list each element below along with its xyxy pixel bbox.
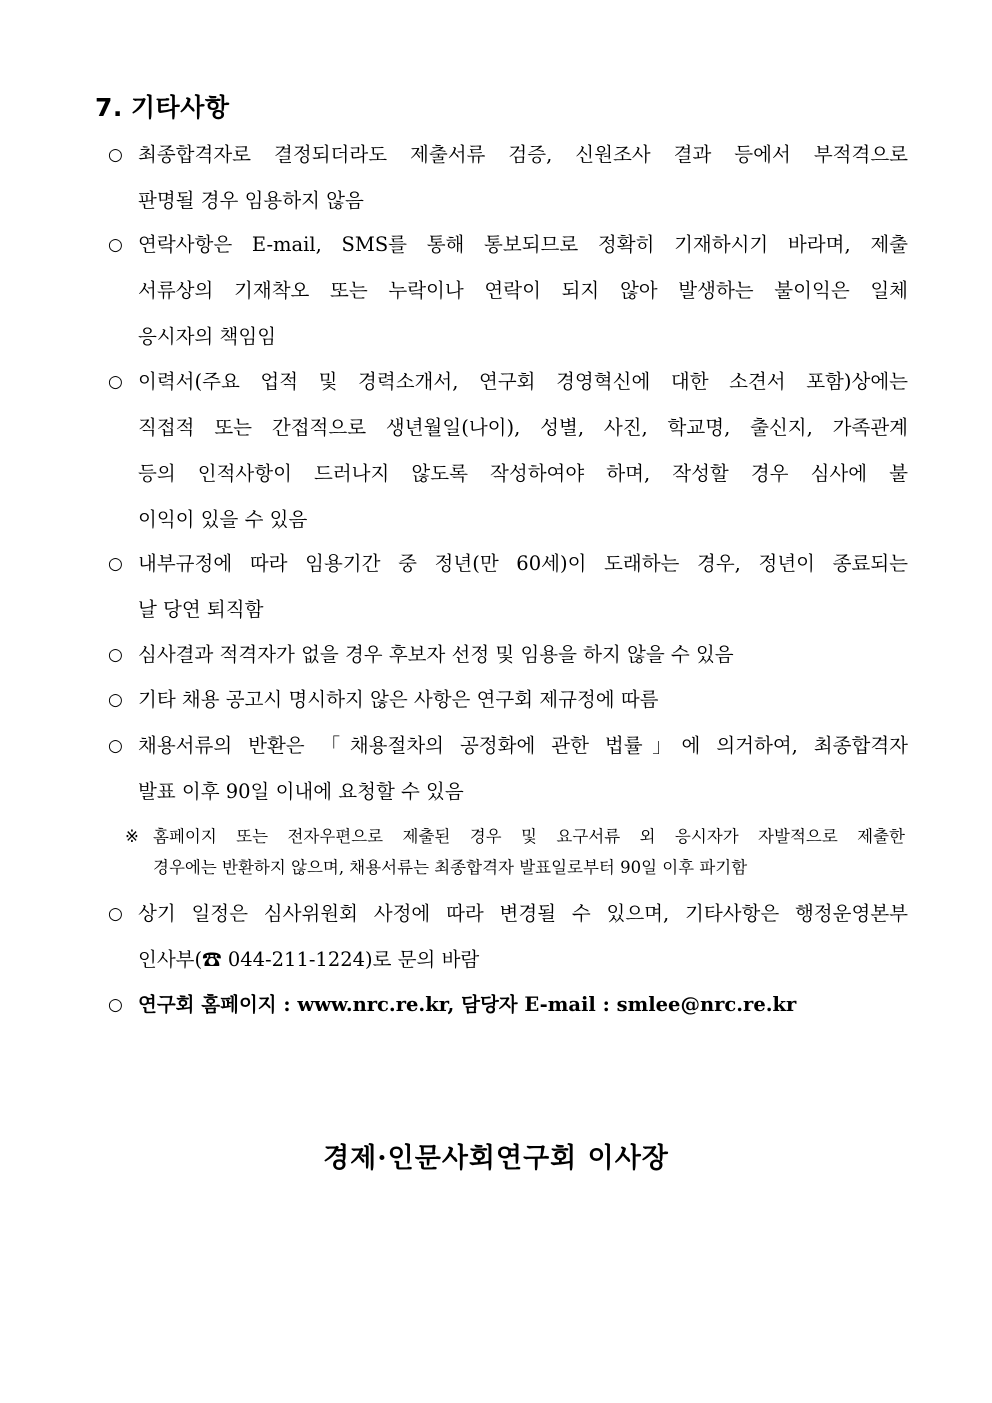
bullet-circle: ○ bbox=[108, 645, 123, 665]
item-line: 판명될 경우 임용하지 않음 bbox=[138, 189, 364, 212]
item-line: 내부규정에 따라 임용기간 중 정년(만 60세)이 도래하는 경우, 정년이 종료되는 bbox=[138, 552, 908, 575]
item-line: 서류상의 기재착오 또는 누락이나 연락이 되지 않아 발생하는 불이익은 일체 bbox=[138, 279, 908, 302]
item-line: 최종합격자로 결정되더라도 제출서류 검증, 신원조사 결과 등에서 부적격으로 bbox=[138, 143, 908, 166]
item-line: 상기 일정은 심사위원회 사정에 따라 변경될 수 있으며, 기타사항은 행정운영본부 bbox=[138, 902, 908, 925]
note-line: 홈페이지 또는 전자우편으로 제출된 경우 및 요구서류 외 응시자가 자발적으로 제출한 bbox=[153, 827, 905, 846]
bullet-circle: ○ bbox=[108, 904, 123, 924]
bullet-circle: ○ bbox=[108, 145, 123, 165]
list-item bbox=[108, 723, 908, 815]
item-line: 응시자의 책임임 bbox=[138, 325, 277, 348]
list-item bbox=[108, 132, 908, 224]
bullet-circle: ○ bbox=[108, 235, 123, 255]
item-line: 이력서(주요 업적 및 경력소개서, 연구회 경영혁신에 대한 소견서 포함)상에는 bbox=[138, 370, 908, 393]
item-line: 날 당연 퇴직함 bbox=[138, 598, 264, 621]
bullet-circle: ○ bbox=[108, 690, 123, 710]
item-line: 연락사항은 E-mail, SMS를 통해 통보되므로 정확히 기재하시기 바라며, 제출 bbox=[138, 233, 908, 256]
list-item bbox=[108, 541, 908, 633]
bullet-circle: ○ bbox=[108, 736, 123, 756]
section-number: 7. bbox=[95, 93, 123, 122]
item-line: 채용서류의 반환은 「채용절차의 공정화에 관한 법률」에 의거하여, 최종합격자 bbox=[138, 734, 908, 757]
list-item bbox=[108, 359, 908, 543]
bullet-circle: ○ bbox=[108, 554, 123, 574]
section-heading bbox=[95, 88, 230, 124]
reference-mark: ※ bbox=[125, 827, 139, 846]
item-line: 직접적 또는 간접적으로 생년월일(나이), 성별, 사진, 학교명, 출신지, 가족관계 bbox=[138, 416, 908, 439]
item-line: 이익이 있을 수 있음 bbox=[138, 508, 308, 531]
signature: 경제·인문사회연구회 이사장 bbox=[323, 1143, 669, 1174]
contact-line: 연구회 홈페이지 : www.nrc.re.kr, 담당자 E-mail : smlee@nrc.re.kr bbox=[138, 993, 797, 1016]
item-line: 등의 인적사항이 드러나지 않도록 작성하여야 하며, 작성할 경우 심사에 불 bbox=[138, 462, 908, 485]
bullet-circle: ○ bbox=[108, 995, 123, 1015]
section-title: 기타사항 bbox=[130, 93, 230, 122]
return-note bbox=[125, 821, 905, 883]
list-item bbox=[108, 891, 908, 983]
item-line: 기타 채용 공고시 명시하지 않은 사항은 연구회 제규정에 따름 bbox=[138, 688, 659, 711]
item-line: 발표 이후 90일 이내에 요청할 수 있음 bbox=[138, 780, 464, 803]
list-item bbox=[108, 677, 908, 723]
item-line: 심사결과 적격자가 없을 경우 후보자 선정 및 임용을 하지 않을 수 있음 bbox=[138, 643, 734, 666]
list-item bbox=[108, 632, 908, 678]
contact-item bbox=[108, 982, 908, 1028]
list-item bbox=[108, 222, 908, 360]
note-line: 경우에는 반환하지 않으며, 채용서류는 최종합격자 발표일로부터 90일 이후 파기함 bbox=[153, 858, 748, 877]
bullet-circle: ○ bbox=[108, 372, 123, 392]
item-line: 인사부(☎ 044-211-1224)로 문의 바람 bbox=[138, 948, 480, 971]
